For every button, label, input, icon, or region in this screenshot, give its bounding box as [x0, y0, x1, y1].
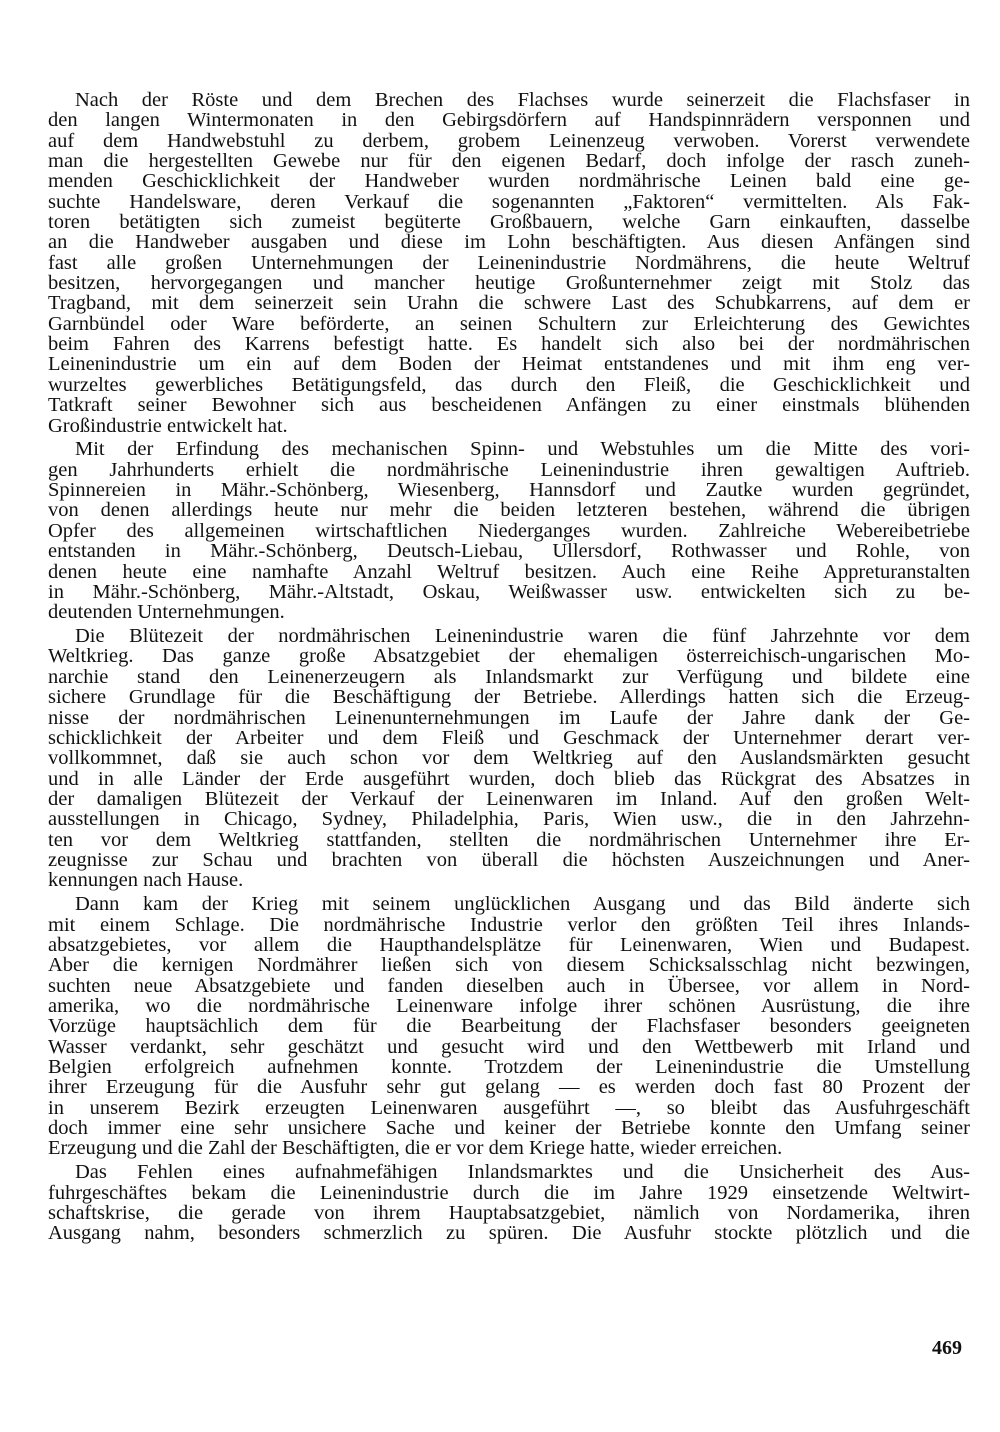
text-line: und in alle Länder der Erde ausgeführt wurden, doch blieb das Rückgrat des Absatzes in: [48, 767, 970, 790]
text-line: entstanden in Mähr.-Schönberg, Deutsch-Liebau, Ullersdorf, Rothwasser und Rohle, von: [48, 540, 970, 563]
text-line: Leinenindustrie um ein auf dem Boden der Heimat entstandenes und mit ihm eng ver-: [48, 353, 970, 376]
text-line: absatzgebietes, vor allem die Haupthandelsplätze für Leinenwaren, Wien und Budapest.: [48, 933, 970, 956]
text-line: auf dem Handwebstuhl zu derbem, grobem Leinenzeug verwoben. Vorerst verwendete: [48, 129, 970, 152]
text-line: deutenden Unternehmungen.: [48, 601, 285, 624]
text-line: Weltkrieg. Das ganze große Absatzgebiet der ehemaligen österreichisch-ungarischen Mo-: [48, 645, 970, 668]
text-line: fast alle großen Unternehmungen der Leinenindustrie Nordmährens, die heute Weltruf: [48, 251, 970, 274]
text-line: in Mähr.-Schönberg, Mähr.-Altstadt, Oskau, Weißwasser usw. entwickelten sich zu be-: [48, 580, 970, 603]
text-line: in unserem Bezirk erzeugten Leinenwaren ausgeführt —, so bleibt das Ausfuhrgeschäft: [48, 1096, 970, 1119]
text-line: menden Geschicklichkeit der Handweber wurden nordmährische Leinen bald eine ge-: [48, 170, 970, 193]
text-line: ausstellungen in Chicago, Sydney, Philadelphia, Paris, Wien usw., die in den Jahrzehn-: [48, 808, 970, 831]
text-line: Vorzüge hauptsächlich dem für die Bearbeitung der Flachsfaser besonders geeigneten: [48, 1015, 970, 1038]
text-line: Dann kam der Krieg mit seinem unglücklichen Ausgang und das Bild änderte sich: [75, 893, 970, 916]
text-line: suchten neue Absatzgebiete und fanden dieselben auch in Übersee, vor allem in Nord-: [48, 974, 970, 997]
text-line: zeugnisse zur Schau und brachten von überall die höchsten Auszeichnungen und Aner-: [48, 848, 970, 871]
text-line: fuhrgeschäftes bekam die Leinenindustrie durch die im Jahre 1929 einsetzende Weltwirt-: [48, 1181, 970, 1204]
text-line: Wasser verdankt, sehr geschätzt und gesucht wird und den Wettbewerb mit Irland und: [48, 1035, 970, 1058]
paragraph: [48, 626, 970, 890]
text-line: ihrer Erzeugung für die Ausfuhr sehr gut gelang — es werden doch fast 80 Prozent der: [48, 1076, 970, 1099]
paragraph: [48, 1162, 970, 1243]
text-line: Erzeugung und die Zahl der Beschäftigten, die er vor dem Kriege hatte, wieder erreichen.: [48, 1137, 783, 1160]
text-line: toren betätigten sich zumeist begüterte Großbauern, welche Garn einkauften, dasselbe: [48, 211, 970, 234]
text-line: doch immer eine sehr unsichere Sache und keiner der Betriebe konnte den Umfang seiner: [48, 1116, 970, 1139]
text-line: Opfer des allgemeinen wirtschaftlichen Niederganges wurden. Zahlreiche Webereibetriebe: [48, 519, 970, 542]
text-line: man die hergestellten Gewebe nur für den eigenen Bedarf, doch infolge der rasch zuneh-: [48, 150, 970, 173]
text-line: Die Blütezeit der nordmährischen Leinenindustrie waren die fünf Jahrzehnte vor dem: [75, 625, 970, 648]
text-line: denen heute eine namhafte Anzahl Weltruf besitzen. Auch eine Reihe Appreturanstalten: [48, 560, 970, 583]
page-body: [48, 90, 970, 1247]
text-line: mit einem Schlage. Die nordmährische Industrie verlor den größten Teil ihres Inlands-: [48, 913, 970, 936]
paragraph: [48, 90, 970, 436]
text-line: der damaligen Blütezeit der Verkauf der Leinenwaren im Inland. Auf den großen Welt-: [48, 787, 970, 810]
text-line: schaftskrise, die gerade von ihrem Hauptabsatzgebiet, nämlich von Nordamerika, ihren: [48, 1201, 970, 1224]
text-line: sichere Grundlage für die Beschäftigung der Betriebe. Allerdings hatten sich die Erzeug-: [48, 686, 970, 709]
text-line: vollkommnet, daß sie auch schon vor dem Weltkrieg auf den Auslandsmärkten gesucht: [48, 747, 970, 770]
text-line: gen Jahrhunderts erhielt die nordmährische Leinenindustrie ihren gewaltigen Auftrieb.: [48, 458, 970, 481]
text-line: Aber die kernigen Nordmährer ließen sich von diesem Schicksalsschlag nicht bezwingen,: [48, 954, 970, 977]
text-line: Tatkraft seiner Bewohner sich aus bescheidenen Anfängen zu einer einstmals blühenden: [48, 394, 970, 417]
page-number: 469: [932, 1337, 962, 1359]
text-line: nisse der nordmährischen Leinenunternehmungen im Laufe der Jahre dank der Ge-: [48, 706, 970, 729]
text-line: amerika, wo die nordmährische Leinenware infolge ihrer schönen Ausrüstung, die ihre: [48, 994, 970, 1017]
text-line: Spinnereien in Mähr.-Schönberg, Wiesenberg, Hannsdorf und Zautke wurden gegründet,: [48, 479, 970, 502]
text-line: wurzeltes gewerbliches Betätigungsfeld, das durch den Fleiß, die Geschicklichkeit und: [48, 373, 970, 396]
text-line: Nach der Röste und dem Brechen des Flachses wurde seinerzeit die Flachsfaser in: [75, 89, 970, 111]
text-line: narchie stand den Leinenerzeugern als Inlandsmarkt zur Verfügung und bildete eine: [48, 665, 970, 688]
text-line: Tragband, mit dem seinerzeit sein Urahn die schwere Last des Schubkarrens, auf dem er: [48, 292, 970, 315]
text-line: den langen Wintermonaten in den Gebirgsdörfern auf Handspinnrädern versponnen und: [48, 109, 970, 132]
text-line: Belgien erfolgreich aufnehmen konnte. Trotzdem der Leinenindustrie die Umstellung: [48, 1055, 970, 1078]
text-line: suchte Handelsware, deren Verkauf die sogenannten „Faktoren“ vermittelten. Als Fak-: [48, 190, 970, 213]
text-line: besitzen, hervorgegangen und mancher heutige Großunternehmer zeigt mit Stolz das: [48, 272, 970, 295]
text-line: von denen allerdings heute nur mehr die beiden letzteren bestehen, während die übrigen: [48, 499, 970, 522]
text-line: Mit der Erfindung des mechanischen Spinn- und Webstuhles um die Mitte des vori-: [75, 438, 970, 461]
paragraph: [48, 439, 970, 622]
text-line: an die Handweber ausgaben und diese im Lohn beschäftigten. Aus diesen Anfängen sind: [48, 231, 970, 254]
text-line: beim Fahren des Karrens befestigt hatte. Es handelt sich also bei der nordmährischen: [48, 333, 970, 356]
text-line: kennungen nach Hause.: [48, 869, 244, 892]
text-line: schicklichkeit der Arbeiter und dem Fleiß und Geschmack der Unternehmer derart ver-: [48, 726, 970, 749]
text-line: Das Fehlen eines aufnahmefähigen Inlandsmarktes und die Unsicherheit des Aus-: [75, 1161, 970, 1184]
text-line: Ausgang nahm, besonders schmerzlich zu spüren. Die Ausfuhr stockte plötzlich und die: [48, 1222, 970, 1245]
paragraph: [48, 894, 970, 1158]
text-line: ten vor dem Weltkrieg stattfanden, stellten die nordmährischen Unternehmer ihre Er-: [48, 828, 970, 851]
text-line: Garnbündel oder Ware beförderte, an seinen Schultern zur Erleichterung des Gewichtes: [48, 312, 970, 335]
text-line: Großindustrie entwickelt hat.: [48, 414, 288, 437]
